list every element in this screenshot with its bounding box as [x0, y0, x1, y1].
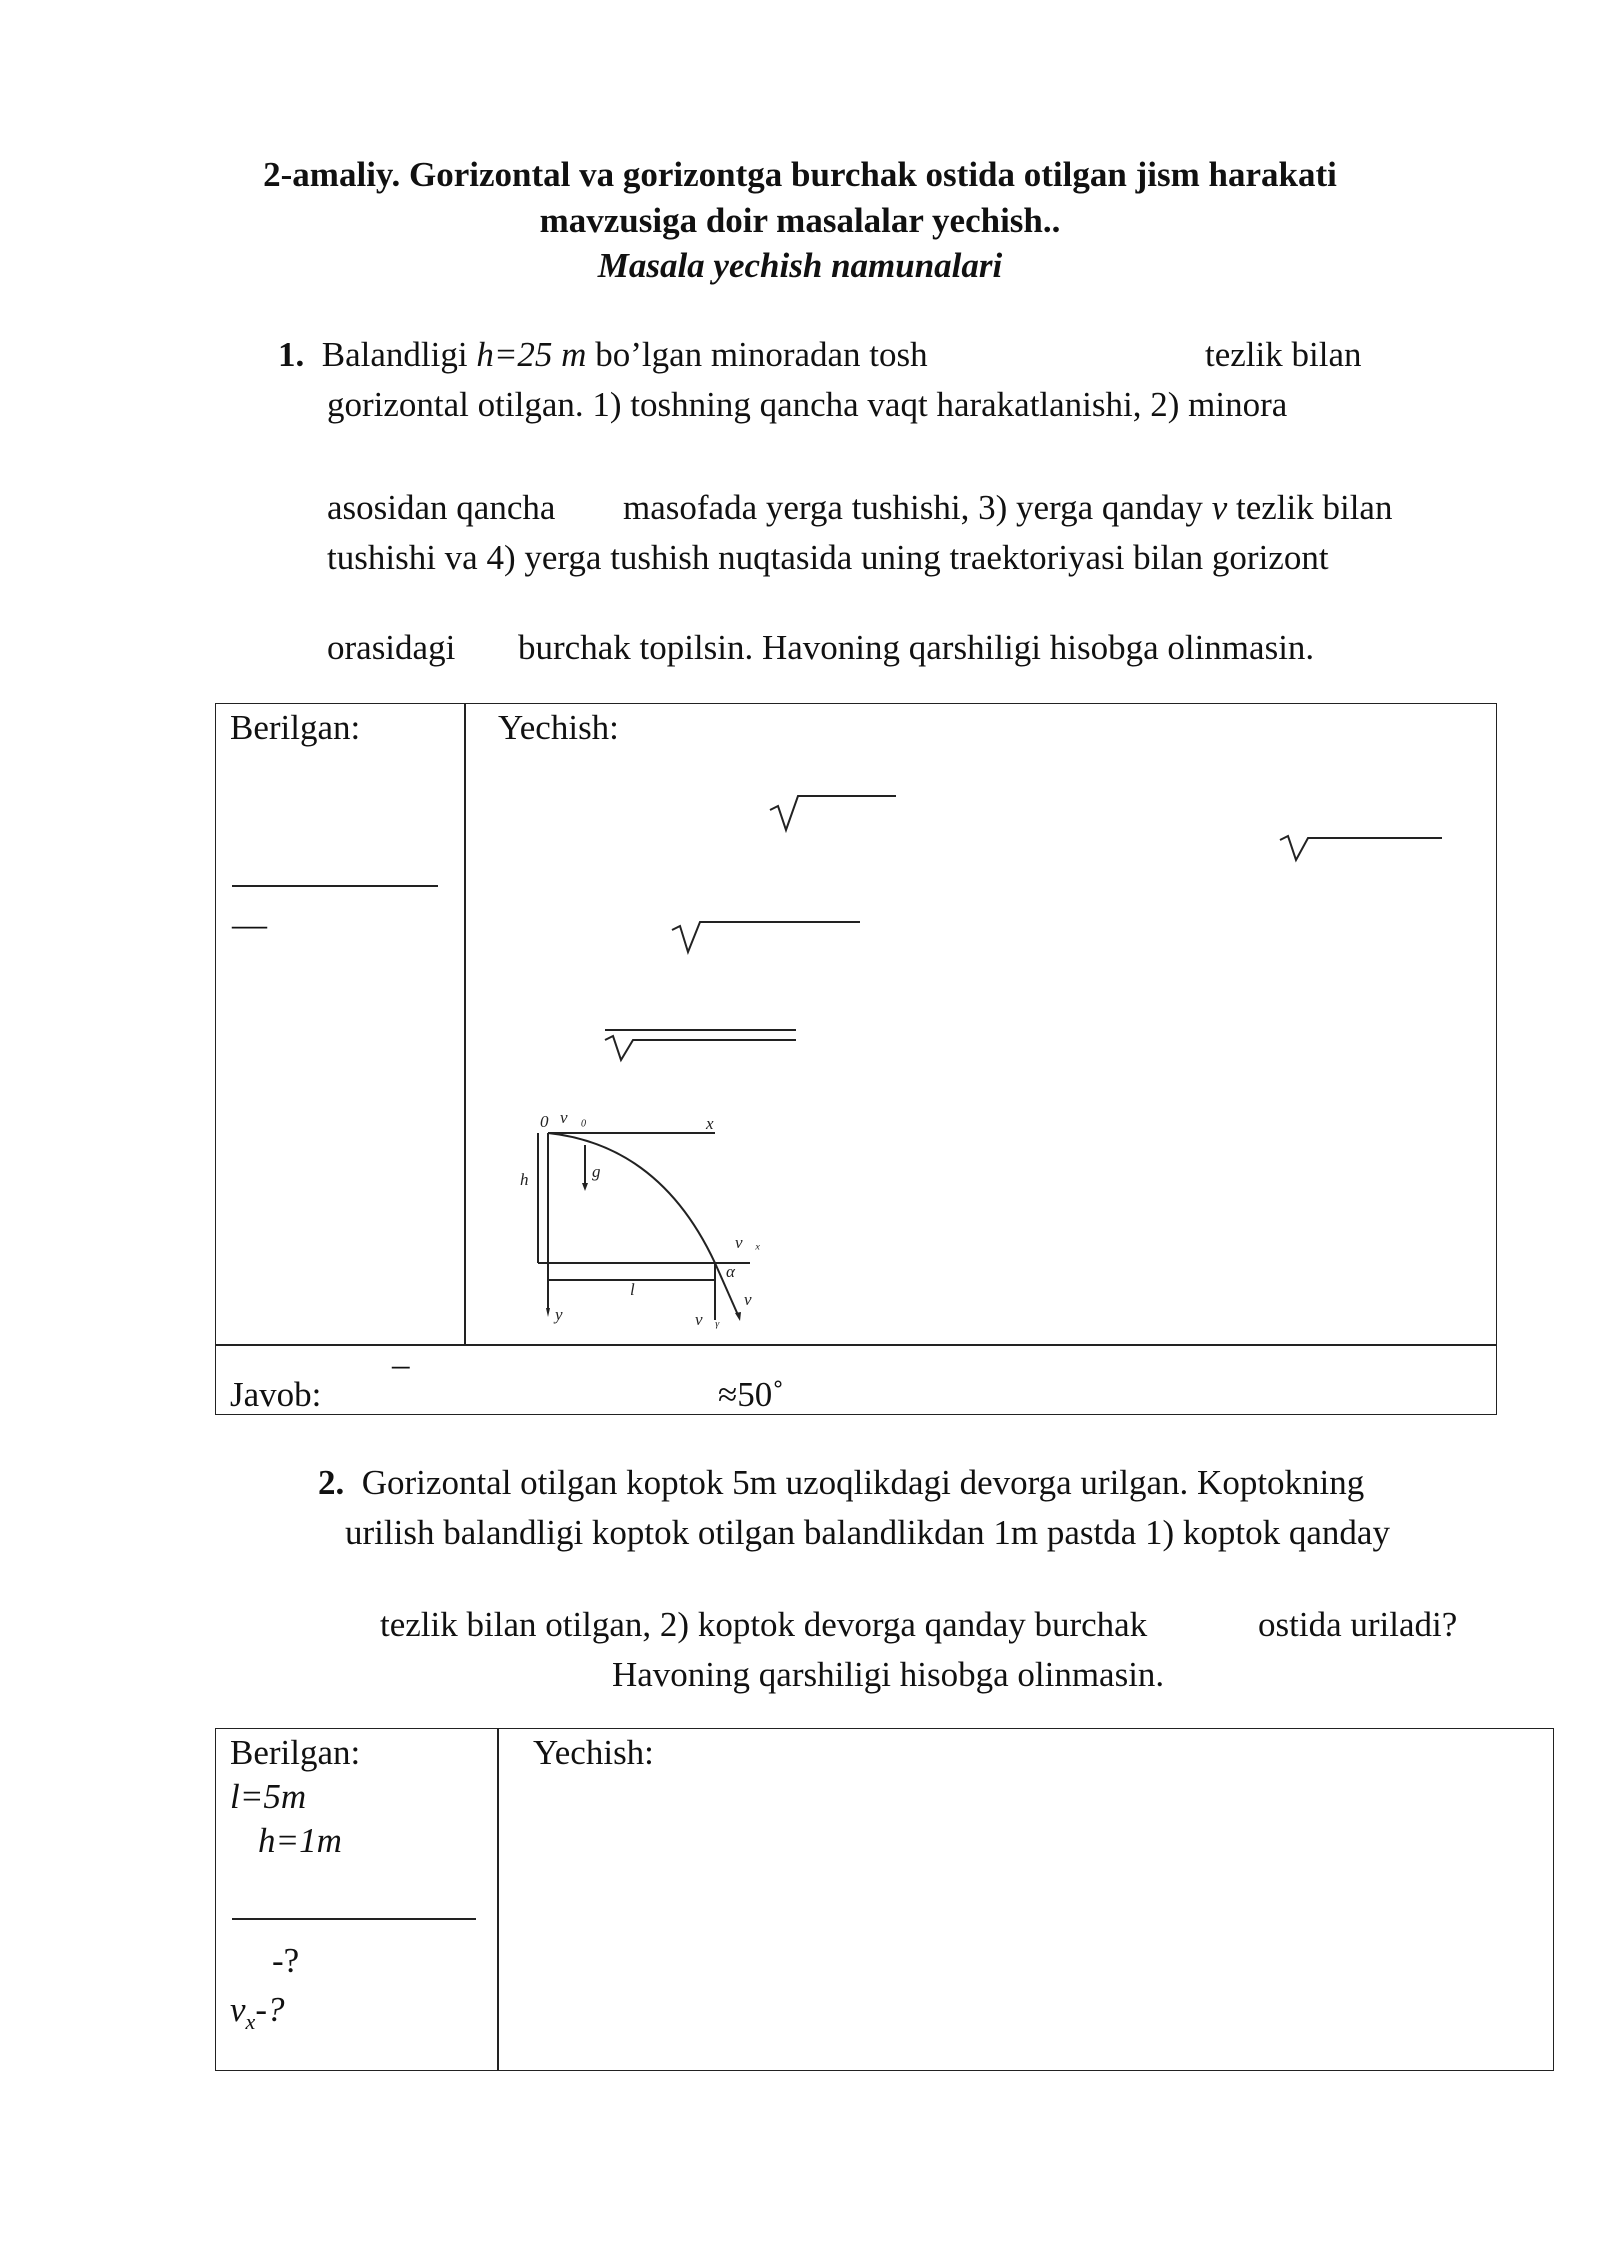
- trajectory-curve: [548, 1133, 715, 1263]
- sqrt-icon: [605, 1036, 796, 1060]
- problem2-table-divider: [497, 1728, 499, 2071]
- problem2-line4: Havoning qarshiligi hisobga olinmasin.: [612, 1655, 1165, 1694]
- problem1-solution-label: Yechish:: [498, 708, 619, 747]
- problem2-unknown2: [230, 1985, 284, 2047]
- problem1-line3b: [623, 483, 1392, 533]
- problem2-given-h: h=1m: [258, 1821, 342, 1860]
- figure-y-label: y: [555, 1305, 563, 1324]
- problem2-line2: urilish balandligi koptok otilgan balandlikdan 1m pastda 1) koptok qanday: [345, 1513, 1390, 1552]
- figure-origin-label: 0: [540, 1112, 549, 1131]
- problem2-line3b: ostida uriladi?: [1258, 1605, 1458, 1644]
- problem2-unknown1: -?: [272, 1941, 300, 1980]
- problem1-line3c-text: tezlik bilan: [1227, 488, 1393, 527]
- problem1-line5b: burchak topilsin. Havoning qarshiligi hisobga olinmasin.: [518, 628, 1315, 667]
- trajectory-figure: [510, 1105, 780, 1335]
- sqrt-icon: [1280, 836, 1442, 860]
- problem1-line2: gorizontal otilgan. 1) toshning qancha vaqt harakatlanishi, 2) minora: [327, 385, 1288, 424]
- figure-l-label: l: [630, 1280, 635, 1299]
- problem1-line3a: asosidan qancha: [327, 488, 556, 527]
- problem1-text-b: bo’lgan minoradan tosh: [586, 335, 928, 374]
- problem1-number: 1.: [278, 335, 305, 374]
- problem2-table: [215, 1728, 1554, 2071]
- problem2-unknown2-sub: x: [245, 2009, 256, 2034]
- sqrt-icon: [672, 922, 860, 952]
- page-title-line2: mavzusiga doir masalalar yechish..: [539, 201, 1061, 240]
- sqrt-icon: [770, 796, 896, 830]
- problem1-given-underline: [232, 885, 438, 887]
- gravity-arrowhead: [582, 1183, 588, 1191]
- problem1-text-a: Balandligi: [321, 335, 477, 374]
- problem2-line3a: tezlik bilan otilgan, 2) koptok devorga qanday burchak: [380, 1605, 1148, 1644]
- problem2-unknown2-rest: -?: [255, 1990, 285, 2029]
- problem2-given-l: l=5m: [230, 1777, 307, 1816]
- figure-g-label: g⃗: [592, 1162, 614, 1181]
- figure-vx-label: v⃗ₓ: [735, 1233, 761, 1252]
- page-title: 2-amaliy. Gorizontal va gorizontga burchak ostida otilgan jism harakati: [263, 155, 1337, 194]
- problem2-given-label: Berilgan:: [230, 1733, 361, 1772]
- problem1-line1-end: tezlik bilan: [1205, 335, 1362, 374]
- page-subtitle: Masala yechish namunalari: [597, 246, 1003, 285]
- problem2-unknown2-var: v: [230, 1990, 246, 2029]
- problem1-line3b-text: masofada yerga tushishi, 3) yerga qanday: [623, 488, 1212, 527]
- problem1-answer-label: Javob:: [230, 1375, 322, 1414]
- solution-formula-radicals: [560, 780, 1460, 1110]
- figure-x-label: x: [706, 1114, 714, 1133]
- problem1-height-var: h=25 m: [476, 335, 587, 374]
- problem1-velocity-var: v: [1211, 488, 1228, 527]
- problem1-given-label: Berilgan:: [230, 708, 361, 747]
- problem1-given-dash: —: [232, 905, 267, 944]
- problem1-line5a: orasidagi: [327, 628, 456, 667]
- problem1-line1: [278, 330, 928, 380]
- problem1-table-divider: [464, 703, 466, 1345]
- v-arrowhead: [735, 1312, 741, 1321]
- problem1-answer-bar: –: [392, 1345, 410, 1384]
- y-arrowhead: [546, 1308, 550, 1317]
- figure-v-label: v⃗: [744, 1290, 765, 1309]
- figure-vy-label: v⃗ᵧ: [695, 1310, 720, 1329]
- problem2-solution-label: Yechish:: [533, 1733, 654, 1772]
- problem2-given-underline: [232, 1918, 476, 1920]
- problem2-line1-text: Gorizontal otilgan koptok 5m uzoqlikdagi devorga urilgan. Koptokning: [361, 1463, 1365, 1502]
- problem1-answer-value: ≈50˚: [718, 1375, 784, 1414]
- figure-h-label: h: [520, 1170, 529, 1189]
- figure-alpha-label: α: [726, 1262, 735, 1281]
- problem2-number: 2.: [318, 1463, 345, 1502]
- figure-v0-label: v⃗₀: [560, 1108, 587, 1127]
- problem2-line1: [318, 1458, 1364, 1508]
- problem1-line4: tushishi va 4) yerga tushish nuqtasida uning traektoriyasi bilan gorizont: [327, 538, 1329, 577]
